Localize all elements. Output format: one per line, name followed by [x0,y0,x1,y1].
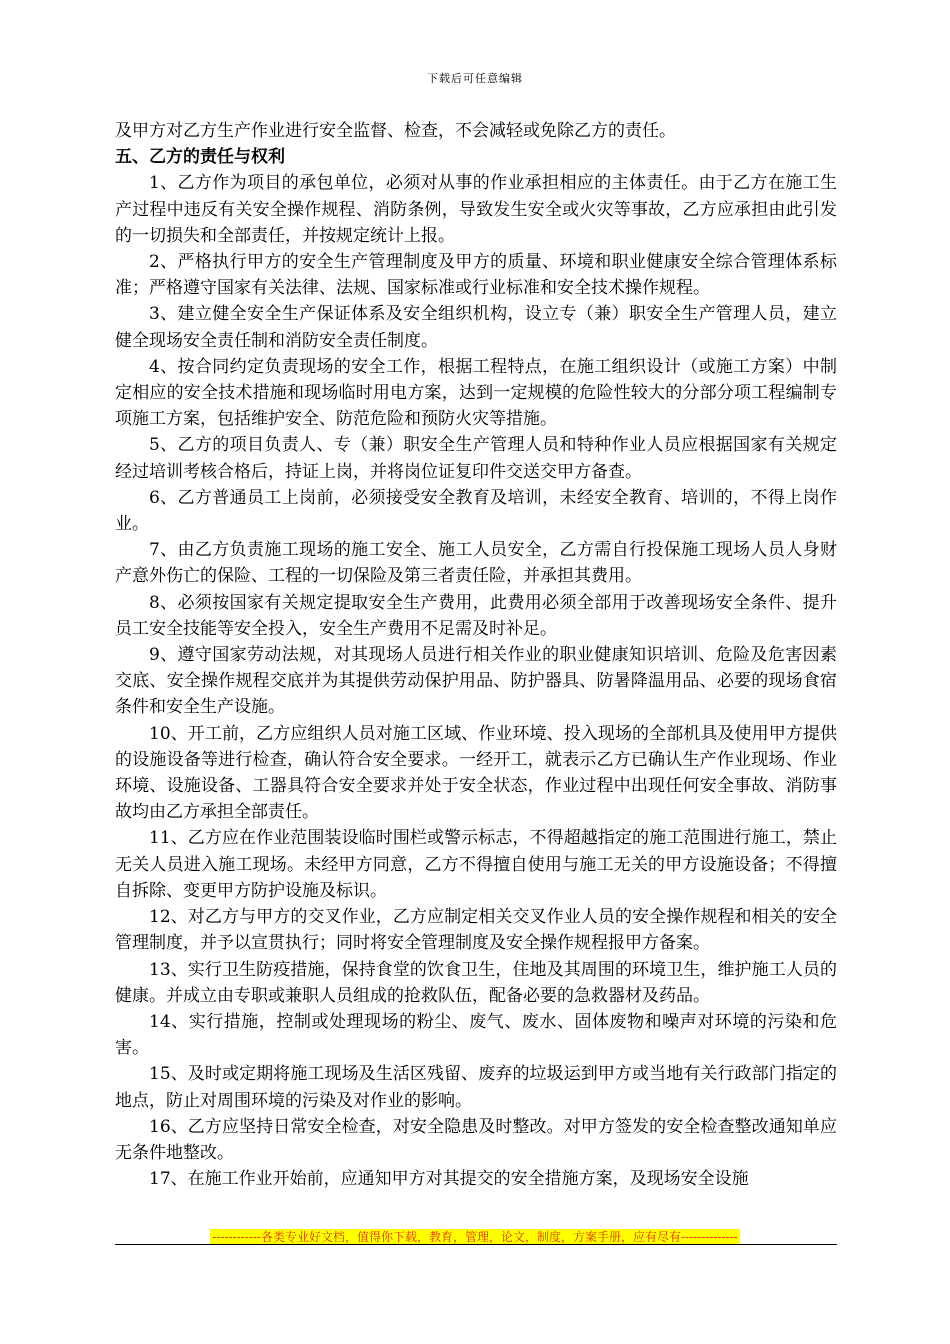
footer-banner [0,1226,950,1245]
footer-divider [115,1244,837,1245]
paragraph-12: 12、对乙方与甲方的交叉作业，乙方应制定相关交叉作业人员的安全操作规程和相关的安全管理制度，并予以宣贯执行；同时将安全管理制度及安全操作规程报甲方备案。 [115,907,837,954]
paragraph-6: 6、乙方普通员工上岗前，必须接受安全教育及培训，未经安全教育、培训的，不得上岗作业。 [115,487,837,535]
paragraph-10: 10、开工前，乙方应组织人员对施工区域、作业环境、投入现场的全部机具及使用甲方提供的设施设备等进行检查，确认符合安全要求。一经开工，就表示乙方已确认生产作业现场、作业环境、设施设备、工器具符合安全要求并处于安全状态，作业过程中出现任何安全事故、消防事故均由乙方承担全部责任。 [115,723,837,823]
paragraph-16: 16、乙方应坚持日常安全检查，对安全隐患及时整改。对甲方签发的安全检查整改通知单应无条件地整改。 [115,1116,837,1163]
paragraph-5: 5、乙方的项目负责人、专（兼）职安全生产管理人员和特种作业人员应根据国家有关规定经过培训考核合格后，持证上岗，并将岗位证复印件交送交甲方备查。 [115,435,837,482]
intro-paragraph: 及甲方对乙方生产作业进行安全监督、检查，不会减轻或免除乙方的责任。 [115,121,676,141]
paragraph-13: 13、实行卫生防疫措施，保持食堂的饮食卫生，住地及其周围的环境卫生，维护施工人员的健康。并成立由专职或兼职人员组成的抢救队伍，配备必要的急救器材及药品。 [115,959,837,1006]
paragraph-7: 7、由乙方负责施工现场的施工安全、施工人员安全，乙方需自行投保施工现场人员人身财产意外伤亡的保险、工程的一切保险及第三者责任险，并承担其费用。 [115,540,837,587]
page-header: 下载后可任意编辑 [427,72,523,85]
document-body [115,118,837,1192]
paragraph-8: 8、必须按国家有关规定提取安全生产费用，此费用必须全部用于改善现场安全条件、提升员工安全技能等安全投入，安全生产费用不足需及时补足。 [115,592,837,639]
paragraph-4: 4、按合同约定负责现场的安全工作，根据工程特点，在施工组织设计（或施工方案）中制定相应的安全技术措施和现场临时用电方案，达到一定规模的危险性较大的分部分项工程编制专项施工方案，包括维护安全、防范危险和预防火灾等措施。 [115,356,837,430]
paragraph-17: 17、在施工作业开始前，应通知甲方对其提交的安全措施方案，及现场安全设施 [149,1169,749,1190]
paragraph-2: 2、严格执行甲方的安全生产管理制度及甲方的质量、环境和职业健康安全综合管理体系标准；严格遵守国家有关法律、法规、国家标准或行业标准和安全技术操作规程。 [115,252,837,299]
paragraph-1: 1、乙方作为项目的承包单位，必须对从事的作业承担相应的主体责任。由于乙方在施工生产过程中违反有关安全操作规程、消防条例，导致发生安全或火灾等事故，乙方应承担由此引发的一切损失和全部责任，并按规定统计上报。 [115,173,837,246]
paragraph-14: 14、实行措施，控制或处理现场的粉尘、废气、废水、固体废物和噪声对环境的污染和危害。 [115,1011,837,1059]
paragraph-11: 11、乙方应在作业范围装设临时围栏或警示标志，不得超越指定的施工范围进行施工，禁止无关人员进入施工现场。未经甲方同意，乙方不得擅自使用与施工无关的甲方设施设备；不得擅自拆除、变更甲方防护设施及标识。 [115,828,837,901]
footer-banner-text: ------------各类专业好文档，值得你下载，教育，管理，论文，制度，方案手册，应有尽有-------------- [212,1230,738,1244]
paragraph-9: 9、遵守国家劳动法规，对其现场人员进行相关作业的职业健康知识培训、危险及危害因素交底、安全操作规程交底并为其提供劳动保护用品、防护器具、防暑降温用品、必要的现场食宿条件和安全生产设施。 [115,645,837,718]
section-title: 五、乙方的责任与权利 [115,147,285,168]
paragraph-3: 3、建立健全安全生产保证体系及安全组织机构，设立专（兼）职安全生产管理人员，建立健全现场安全责任制和消防安全责任制度。 [115,304,837,351]
paragraph-15: 15、及时或定期将施工现场及生活区残留、废弃的垃圾运到甲方或当地有关行政部门指定的地点，防止对周围环境的污染及对作业的影响。 [115,1064,837,1111]
